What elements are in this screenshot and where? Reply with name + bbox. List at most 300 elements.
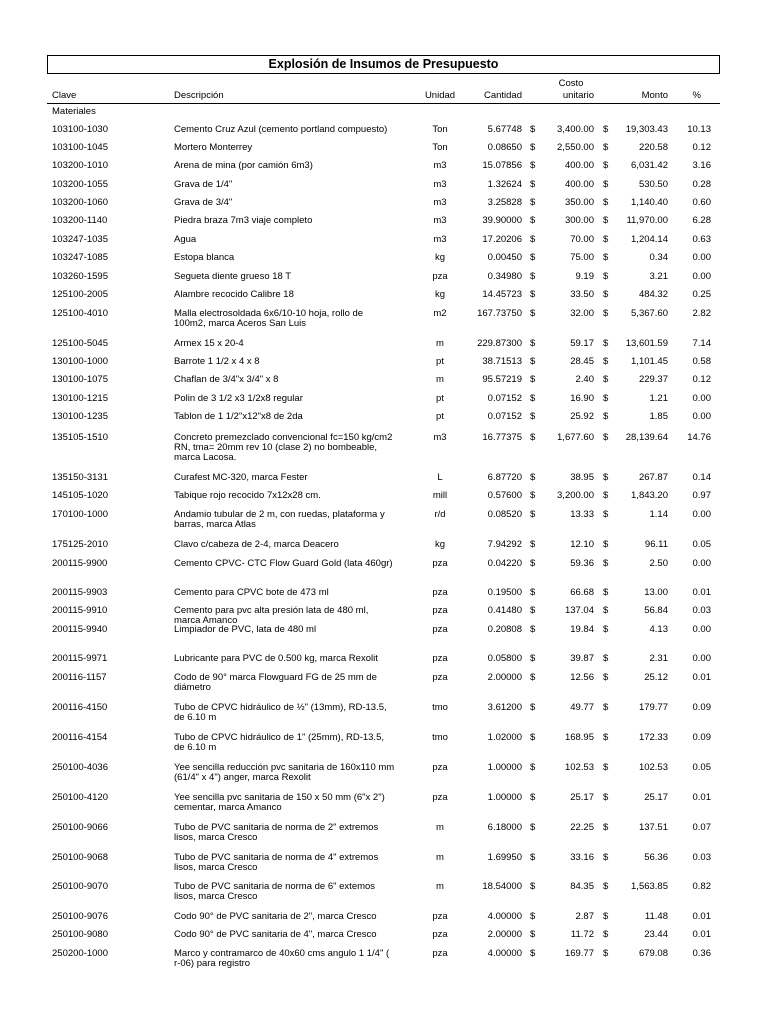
row-amount: 530.50 — [638, 179, 668, 190]
row-description: Cemento CPVC- CTC Flow Guard Gold (lata 460gr) — [174, 558, 393, 569]
row-unit: m3 — [433, 179, 447, 190]
row-currency-symbol: $ — [603, 822, 609, 833]
header-costo: Costo — [558, 78, 584, 89]
row-clave: 200115-9900 — [52, 558, 108, 569]
row-quantity: 15.07856 — [482, 160, 522, 171]
row-percent: 2.82 — [692, 308, 711, 319]
row-clave: 175125-2010 — [52, 539, 108, 550]
row-description: Grava de 3/4" — [174, 197, 233, 208]
header-cantidad: Cantidad — [483, 90, 522, 101]
row-unit: pza — [432, 605, 448, 616]
row-currency-symbol: $ — [603, 472, 609, 483]
row-currency-symbol: $ — [530, 432, 536, 443]
row-description: Alambre recocido Calibre 18 — [174, 289, 294, 300]
row-percent: 0.01 — [692, 911, 711, 922]
row-unit-cost: 350.00 — [564, 197, 594, 208]
header-pct: % — [692, 90, 701, 101]
row-amount: 25.12 — [644, 672, 668, 683]
row-quantity: 39.90000 — [482, 215, 522, 226]
row-unit-cost: 3,200.00 — [557, 490, 594, 501]
row-amount: 137.51 — [638, 822, 668, 833]
header-divider — [47, 103, 720, 104]
row-amount: 679.08 — [638, 948, 668, 959]
row-unit-cost: 39.87 — [570, 653, 594, 664]
row-currency-symbol: $ — [530, 587, 536, 598]
row-amount: 25.17 — [644, 792, 668, 803]
row-clave: 130100-1215 — [52, 393, 108, 404]
row-unit-cost: 2,550.00 — [557, 142, 594, 153]
row-unit-cost: 59.17 — [570, 338, 594, 349]
row-percent: 0.01 — [692, 587, 711, 598]
row-amount: 1,101.45 — [631, 356, 668, 367]
row-clave: 103200-1140 — [52, 215, 108, 226]
row-quantity: 167.73750 — [477, 308, 522, 319]
row-currency-symbol: $ — [603, 948, 609, 959]
row-unit: m3 — [433, 160, 447, 171]
row-description: Mortero Monterrey — [174, 142, 253, 153]
row-currency-symbol: $ — [603, 672, 609, 683]
row-percent: 10.13 — [687, 124, 711, 135]
row-currency-symbol: $ — [603, 142, 609, 153]
row-quantity: 0.34980 — [487, 271, 522, 282]
row-amount: 1,204.14 — [631, 234, 668, 245]
row-unit: Ton — [432, 124, 448, 135]
row-currency-symbol: $ — [603, 338, 609, 349]
row-percent: 0.01 — [692, 792, 711, 803]
row-unit: Ton — [432, 142, 448, 153]
row-amount: 11,970.00 — [626, 215, 668, 226]
row-quantity: 0.57600 — [487, 490, 522, 501]
row-currency-symbol: $ — [603, 271, 609, 282]
row-quantity: 2.00000 — [487, 672, 522, 683]
row-quantity: 0.41480 — [487, 605, 522, 616]
row-unit: m3 — [433, 234, 447, 245]
row-currency-symbol: $ — [530, 539, 536, 550]
row-percent: 0.09 — [692, 732, 711, 743]
row-quantity: 38.71513 — [482, 356, 522, 367]
row-description: Lubricante para PVC de 0.500 kg, marca Rexolit — [174, 653, 378, 664]
row-clave: 103247-1085 — [52, 252, 108, 263]
row-amount: 4.13 — [649, 624, 668, 635]
row-amount: 13,601.59 — [625, 338, 668, 349]
row-unit: pza — [432, 929, 448, 940]
row-currency-symbol: $ — [530, 732, 536, 743]
row-currency-symbol: $ — [603, 605, 609, 616]
row-unit-cost: 3,400.00 — [557, 124, 594, 135]
row-quantity: 0.04220 — [487, 558, 522, 569]
row-quantity: 0.00450 — [487, 252, 522, 263]
row-description: Marco y contramarco de 40x60 cms angulo 1 1/4" ( r-06) para registro — [174, 948, 390, 969]
row-unit: pza — [432, 271, 448, 282]
row-clave: 103100-1030 — [52, 124, 108, 135]
row-currency-symbol: $ — [530, 308, 536, 319]
row-description: Piedra braza 7m3 viaje completo — [174, 215, 313, 226]
row-currency-symbol: $ — [530, 234, 536, 245]
row-clave: 130100-1000 — [52, 356, 108, 367]
row-currency-symbol: $ — [603, 411, 609, 422]
row-quantity: 1.69950 — [487, 852, 522, 863]
row-currency-symbol: $ — [530, 289, 536, 300]
row-currency-symbol: $ — [530, 653, 536, 664]
row-percent: 0.05 — [692, 539, 711, 550]
row-amount: 1,140.40 — [631, 197, 668, 208]
row-unit: m3 — [433, 432, 447, 443]
header-monto: Monto — [641, 90, 668, 101]
row-clave: 103200-1060 — [52, 197, 108, 208]
row-unit: pza — [432, 672, 448, 683]
row-unit-cost: 400.00 — [564, 179, 594, 190]
row-percent: 0.01 — [692, 672, 711, 683]
row-unit: m — [436, 374, 444, 385]
row-clave: 130100-1075 — [52, 374, 108, 385]
row-amount: 23.44 — [644, 929, 668, 940]
row-currency-symbol: $ — [603, 653, 609, 664]
row-percent: 0.00 — [692, 393, 711, 404]
row-unit-cost: 25.92 — [570, 411, 594, 422]
row-percent: 0.00 — [692, 509, 711, 520]
row-percent: 0.03 — [692, 605, 711, 616]
row-description: Cemento para pvc alta presión lata de 480 ml, marca Amanco — [174, 605, 369, 626]
row-description: Estopa blanca — [174, 252, 235, 263]
row-currency-symbol: $ — [530, 881, 536, 892]
row-unit: pza — [432, 792, 448, 803]
row-currency-symbol: $ — [603, 732, 609, 743]
row-unit: m3 — [433, 215, 447, 226]
row-unit: m — [436, 852, 444, 863]
row-unit-cost: 19.84 — [570, 624, 594, 635]
row-amount: 102.53 — [638, 762, 668, 773]
row-currency-symbol: $ — [603, 558, 609, 569]
row-unit-cost: 9.19 — [575, 271, 594, 282]
row-clave: 200115-9971 — [52, 653, 108, 664]
row-description: Codo 90° de PVC sanitaria de 2", marca Cresco — [174, 911, 377, 922]
row-unit: r/d — [434, 509, 446, 520]
row-unit: tmo — [432, 732, 448, 743]
row-unit-cost: 2.40 — [575, 374, 594, 385]
row-currency-symbol: $ — [530, 179, 536, 190]
row-unit-cost: 2.87 — [575, 911, 594, 922]
row-currency-symbol: $ — [603, 215, 609, 226]
row-amount: 1,563.85 — [631, 881, 668, 892]
row-percent: 0.63 — [692, 234, 711, 245]
row-description: Tubo de PVC sanitaria de norma de 6" extemos lisos, marca Cresco — [174, 881, 376, 902]
row-description: Tabique rojo recocido 7x12x28 cm. — [174, 490, 321, 501]
row-clave: 250100-4120 — [52, 792, 108, 803]
row-currency-symbol: $ — [530, 490, 536, 501]
row-unit: pt — [436, 356, 444, 367]
row-unit-cost: 28.45 — [570, 356, 594, 367]
row-unit-cost: 38.95 — [570, 472, 594, 483]
row-description: Limpiador de PVC, lata de 480 ml — [174, 624, 317, 635]
row-unit: kg — [434, 289, 446, 300]
row-unit-cost: 84.35 — [570, 881, 594, 892]
row-description: Tablon de 1 1/2"x12"x8 de 2da — [174, 411, 303, 422]
row-currency-symbol: $ — [603, 160, 609, 171]
row-description: Grava de 1/4" — [174, 179, 233, 190]
row-percent: 0.14 — [692, 472, 711, 483]
row-clave: 103247-1035 — [52, 234, 108, 245]
row-description: Chaflan de 3/4"x 3/4" x 8 — [174, 374, 279, 385]
row-quantity: 0.05800 — [487, 653, 522, 664]
row-amount: 6,031.42 — [631, 160, 668, 171]
page-title: Explosión de Insumos de Presupuesto — [47, 55, 720, 74]
row-quantity: 4.00000 — [487, 911, 522, 922]
row-quantity: 17.20206 — [482, 234, 522, 245]
row-description: Arena de mina (por camión 6m3) — [174, 160, 313, 171]
header-descripcion: Descripción — [174, 90, 224, 101]
row-percent: 0.28 — [692, 179, 711, 190]
header-clave: Clave — [52, 90, 77, 101]
row-quantity: 0.19500 — [487, 587, 522, 598]
row-currency-symbol: $ — [530, 472, 536, 483]
row-currency-symbol: $ — [530, 624, 536, 635]
row-clave: 170100-1000 — [52, 509, 108, 520]
row-description: Cemento Cruz Azul (cemento portland compuesto) — [174, 124, 388, 135]
row-quantity: 3.61200 — [487, 702, 522, 713]
row-currency-symbol: $ — [603, 356, 609, 367]
row-quantity: 6.87720 — [487, 472, 522, 483]
row-description: Agua — [174, 234, 197, 245]
row-currency-symbol: $ — [603, 179, 609, 190]
row-amount: 2.50 — [649, 558, 668, 569]
row-unit: pza — [432, 624, 448, 635]
row-unit: m3 — [433, 197, 447, 208]
row-unit: mill — [432, 490, 448, 501]
row-currency-symbol: $ — [603, 490, 609, 501]
row-description: Armex 15 x 20-4 — [174, 338, 244, 349]
row-currency-symbol: $ — [530, 142, 536, 153]
row-clave: 200115-9940 — [52, 624, 108, 635]
row-unit: pza — [432, 653, 448, 664]
row-unit-cost: 59.36 — [570, 558, 594, 569]
row-currency-symbol: $ — [530, 852, 536, 863]
row-unit-cost: 33.16 — [570, 852, 594, 863]
row-percent: 0.58 — [692, 356, 711, 367]
row-currency-symbol: $ — [530, 374, 536, 385]
header-unidad: Unidad — [424, 90, 456, 101]
row-description: Codo 90° de PVC sanitaria de 4", marca Cresco — [174, 929, 377, 940]
row-currency-symbol: $ — [530, 911, 536, 922]
row-amount: 172.33 — [638, 732, 668, 743]
row-currency-symbol: $ — [603, 792, 609, 803]
row-percent: 0.05 — [692, 762, 711, 773]
row-amount: 484.32 — [638, 289, 668, 300]
row-percent: 0.60 — [692, 197, 711, 208]
row-quantity: 7.94292 — [487, 539, 522, 550]
row-unit-cost: 400.00 — [564, 160, 594, 171]
row-currency-symbol: $ — [530, 558, 536, 569]
row-description: Segueta diente grueso 18 T — [174, 271, 292, 282]
row-currency-symbol: $ — [603, 374, 609, 385]
row-percent: 14.76 — [687, 432, 711, 443]
row-clave: 130100-1235 — [52, 411, 108, 422]
row-currency-symbol: $ — [603, 881, 609, 892]
row-currency-symbol: $ — [530, 929, 536, 940]
row-currency-symbol: $ — [603, 911, 609, 922]
row-description: Malla electrosoldada 6x6/10-10 hoja, rollo de 100m2, marca Aceros San Luis — [174, 308, 364, 329]
row-currency-symbol: $ — [603, 124, 609, 135]
row-unit: pt — [436, 393, 444, 404]
row-percent: 7.14 — [692, 338, 711, 349]
row-currency-symbol: $ — [530, 271, 536, 282]
row-clave: 103200-1010 — [52, 160, 108, 171]
row-percent: 6.28 — [692, 215, 711, 226]
row-currency-symbol: $ — [530, 160, 536, 171]
row-unit: m — [436, 338, 444, 349]
row-quantity: 14.45723 — [482, 289, 522, 300]
row-clave: 250200-1000 — [52, 948, 108, 959]
row-quantity: 16.77375 — [482, 432, 522, 443]
row-currency-symbol: $ — [603, 929, 609, 940]
row-clave: 103200-1055 — [52, 179, 108, 190]
row-quantity: 0.20808 — [487, 624, 522, 635]
row-percent: 0.00 — [692, 624, 711, 635]
row-currency-symbol: $ — [603, 432, 609, 443]
row-amount: 1,843.20 — [631, 490, 668, 501]
row-amount: 96.11 — [644, 539, 668, 550]
row-percent: 0.00 — [692, 411, 711, 422]
row-percent: 0.97 — [692, 490, 711, 501]
row-clave: 200116-4150 — [52, 702, 108, 713]
row-unit-cost: 1,677.60 — [557, 432, 594, 443]
row-clave: 200116-1157 — [52, 672, 107, 683]
row-unit-cost: 11.72 — [570, 929, 594, 940]
row-clave: 250100-9076 — [52, 911, 108, 922]
row-clave: 250100-9080 — [52, 929, 108, 940]
row-description: Tubo de CPVC hidráulico de ½" (13mm), RD-13.5, de 6.10 m — [174, 702, 387, 723]
row-currency-symbol: $ — [530, 605, 536, 616]
row-description: Clavo c/cabeza de 2-4, marca Deacero — [174, 539, 339, 550]
row-amount: 0.34 — [649, 252, 668, 263]
row-description: Tubo de PVC sanitaria de norma de 4" extremos lisos, marca Cresco — [174, 852, 379, 873]
row-unit-cost: 102.53 — [564, 762, 594, 773]
row-percent: 0.01 — [692, 929, 711, 940]
row-currency-symbol: $ — [530, 948, 536, 959]
row-percent: 0.00 — [692, 558, 711, 569]
row-currency-symbol: $ — [530, 356, 536, 367]
row-currency-symbol: $ — [603, 234, 609, 245]
row-unit-cost: 16.90 — [570, 393, 594, 404]
row-unit-cost: 70.00 — [570, 234, 594, 245]
row-currency-symbol: $ — [603, 252, 609, 263]
row-unit-cost: 13.33 — [570, 509, 594, 520]
row-clave: 250100-4036 — [52, 762, 108, 773]
row-quantity: 3.25828 — [487, 197, 522, 208]
row-unit: pza — [432, 948, 448, 959]
row-amount: 1.14 — [649, 509, 668, 520]
row-unit-cost: 75.00 — [570, 252, 594, 263]
row-quantity: 1.32624 — [487, 179, 522, 190]
row-unit-cost: 137.04 — [564, 605, 594, 616]
row-amount: 220.58 — [638, 142, 668, 153]
row-unit: pza — [432, 762, 448, 773]
row-currency-symbol: $ — [603, 852, 609, 863]
row-amount: 28,139.64 — [625, 432, 668, 443]
row-amount: 13.00 — [644, 587, 668, 598]
row-currency-symbol: $ — [530, 252, 536, 263]
row-description: Yee sencilla reducción pvc sanitaria de 160x110 mm (61/4" x 4") anger, marca Rexolit — [174, 762, 395, 783]
row-percent: 0.12 — [692, 142, 711, 153]
row-unit-cost: 12.56 — [570, 672, 594, 683]
row-currency-symbol: $ — [530, 762, 536, 773]
row-currency-symbol: $ — [603, 587, 609, 598]
row-unit: pza — [432, 587, 448, 598]
row-unit-cost: 49.77 — [570, 702, 594, 713]
row-quantity: 1.00000 — [487, 762, 522, 773]
row-quantity: 1.02000 — [487, 732, 522, 743]
row-description: Cemento para CPVC bote de 473 ml — [174, 587, 329, 598]
row-amount: 19,303.43 — [625, 124, 668, 135]
row-currency-symbol: $ — [530, 509, 536, 520]
row-quantity: 0.08520 — [487, 509, 522, 520]
row-amount: 3.21 — [649, 271, 668, 282]
row-description: Barrote 1 1/2 x 4 x 8 — [174, 356, 260, 367]
row-currency-symbol: $ — [530, 215, 536, 226]
row-quantity: 0.07152 — [487, 411, 522, 422]
row-clave: 135105-1510 — [52, 432, 108, 443]
row-currency-symbol: $ — [603, 197, 609, 208]
row-quantity: 6.18000 — [487, 822, 522, 833]
row-unit: m2 — [433, 308, 447, 319]
row-percent: 0.09 — [692, 702, 711, 713]
row-unit: pt — [436, 411, 444, 422]
row-amount: 2.31 — [649, 653, 668, 664]
row-currency-symbol: $ — [603, 289, 609, 300]
row-unit: L — [437, 472, 443, 483]
row-currency-symbol: $ — [530, 393, 536, 404]
row-percent: 3.16 — [692, 160, 711, 171]
row-description: Tubo de PVC sanitaria de norma de 2" extremos lisos, marca Cresco — [174, 822, 379, 843]
header-costo-unitario: unitario — [562, 90, 594, 101]
row-unit-cost: 12.10 — [570, 539, 594, 550]
row-currency-symbol: $ — [603, 702, 609, 713]
row-description: Codo de 90° marca Flowguard FG de 25 mm de diámetro — [174, 672, 377, 693]
row-quantity: 229.87300 — [477, 338, 522, 349]
row-amount: 5,367.60 — [631, 308, 668, 319]
row-unit-cost: 32.00 — [570, 308, 594, 319]
row-percent: 0.00 — [692, 271, 711, 282]
row-currency-symbol: $ — [530, 197, 536, 208]
row-percent: 0.07 — [692, 822, 711, 833]
row-clave: 103260-1595 — [52, 271, 108, 282]
row-amount: 11.48 — [644, 911, 668, 922]
row-amount: 1.85 — [649, 411, 668, 422]
row-currency-symbol: $ — [603, 539, 609, 550]
row-clave: 125100-4010 — [52, 308, 108, 319]
row-quantity: 0.08650 — [487, 142, 522, 153]
row-unit: pza — [432, 911, 448, 922]
row-currency-symbol: $ — [603, 509, 609, 520]
row-description: Tubo de CPVC hidráulico de 1" (25mm), RD-13.5, de 6.10 m — [174, 732, 384, 753]
row-description: Concreto premezclado convencional fc=150 kg/cm2 RN, tma= 20mm rev 10 (clase 2) no bombeable, marca Lacosa. — [174, 432, 393, 463]
row-quantity: 95.57219 — [482, 374, 522, 385]
row-currency-symbol: $ — [530, 822, 536, 833]
row-amount: 229.37 — [638, 374, 668, 385]
row-percent: 0.00 — [692, 653, 711, 664]
row-currency-symbol: $ — [603, 762, 609, 773]
row-description: Polin de 3 1/2 x3 1/2x8 regular — [174, 393, 303, 404]
row-currency-symbol: $ — [530, 338, 536, 349]
row-clave: 145105-1020 — [52, 490, 108, 501]
row-currency-symbol: $ — [530, 792, 536, 803]
row-quantity: 18.54000 — [482, 881, 522, 892]
row-unit-cost: 169.77 — [564, 948, 594, 959]
row-unit-cost: 33.50 — [570, 289, 594, 300]
row-amount: 1.21 — [649, 393, 668, 404]
row-unit-cost: 168.95 — [564, 732, 594, 743]
row-quantity: 2.00000 — [487, 929, 522, 940]
row-currency-symbol: $ — [530, 411, 536, 422]
